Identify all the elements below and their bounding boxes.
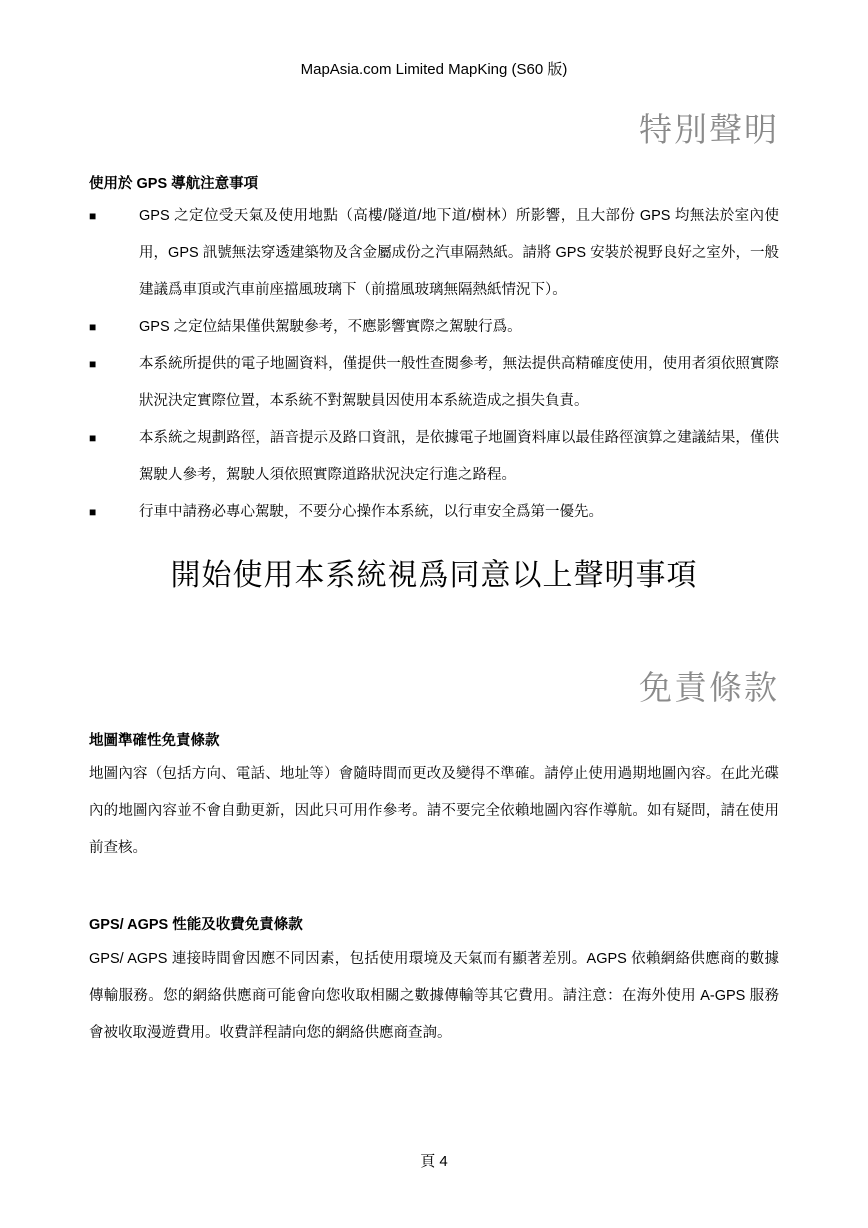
notice-subheading: 使用於 GPS 導航注意事項: [89, 176, 259, 192]
running-header: MapAsia.com Limited MapKing (S60 版): [300, 61, 568, 78]
agps-title: GPS/ AGPS 性能及收費免責條款: [89, 917, 303, 933]
agps-text: GPS/ AGPS 連接時間會因應不同因素，包括使用環境及天氣而有顯著差別。AGPS 依賴網絡供應商的數據傳輸服務。您的網絡供應商可能會向您收取相關之數據傳輸等其它費用。請注意：在海外使用 A-GPS 服務會被收取漫遊費用。收費詳程請向您的網絡供應商查詢。: [89, 951, 779, 1041]
list-item: [89, 309, 779, 346]
notice-heading: 特別聲明: [639, 110, 779, 149]
map-accuracy-title: 地圖準確性免責條款: [89, 733, 220, 749]
list-item-text: 本系統之規劃路徑，語音提示及路口資訊，是依據電子地圖資料庫以最佳路徑演算之建議結果，僅供駕駛人參考，駕駛人須依照實際道路狀況決定行進之路程。: [139, 430, 779, 483]
list-item-text: GPS 之定位結果僅供駕駛參考，不應影響實際之駕駛行爲。: [139, 319, 522, 335]
list-item-text: 行車中請務必專心駕駛，不要分心操作本系統，以行車安全爲第一優先。: [139, 504, 603, 520]
bullet-square-icon: ■: [89, 320, 97, 334]
list-item: [89, 198, 779, 309]
bullet-square-icon: ■: [89, 505, 97, 519]
agreement-banner: 開始使用本系統視爲同意以上聲明事項: [170, 559, 698, 592]
list-item-text: GPS 之定位受天氣及使用地點（高樓/隧道/地下道/樹林）所影響，且大部份 GPS 均無法於室內使用，GPS 訊號無法穿透建築物及含金屬成份之汽車隔熱紙。請將 GPS 安裝於視野良好之室外，一般建議爲車頂或汽車前座擋風玻璃下（前擋風玻璃無隔熱紙情況下）。: [139, 208, 779, 298]
list-item: [89, 346, 779, 420]
disclaimer-heading: 免責條款: [639, 668, 779, 707]
bullet-square-icon: ■: [89, 209, 97, 223]
list-item: [89, 494, 779, 531]
list-item-text: 本系統所提供的電子地圖資料，僅提供一般性查閱參考，無法提供高精確度使用，使用者須依照實際狀況決定實際位置，本系統不對駕駛員因使用本系統造成之損失負責。: [139, 356, 779, 409]
notice-list: [89, 198, 779, 531]
map-accuracy-text: 地圖內容（包括方向、電話、地址等）會隨時間而更改及變得不準確。請停止使用過期地圖內容。在此光碟內的地圖內容並不會自動更新，因此只可用作參考。請不要完全依賴地圖內容作導航。如有疑問，請在使用前查核。: [89, 766, 779, 856]
list-item: [89, 420, 779, 494]
bullet-square-icon: ■: [89, 357, 97, 371]
page-number: 頁 4: [420, 1153, 448, 1170]
bullet-square-icon: ■: [89, 431, 97, 445]
